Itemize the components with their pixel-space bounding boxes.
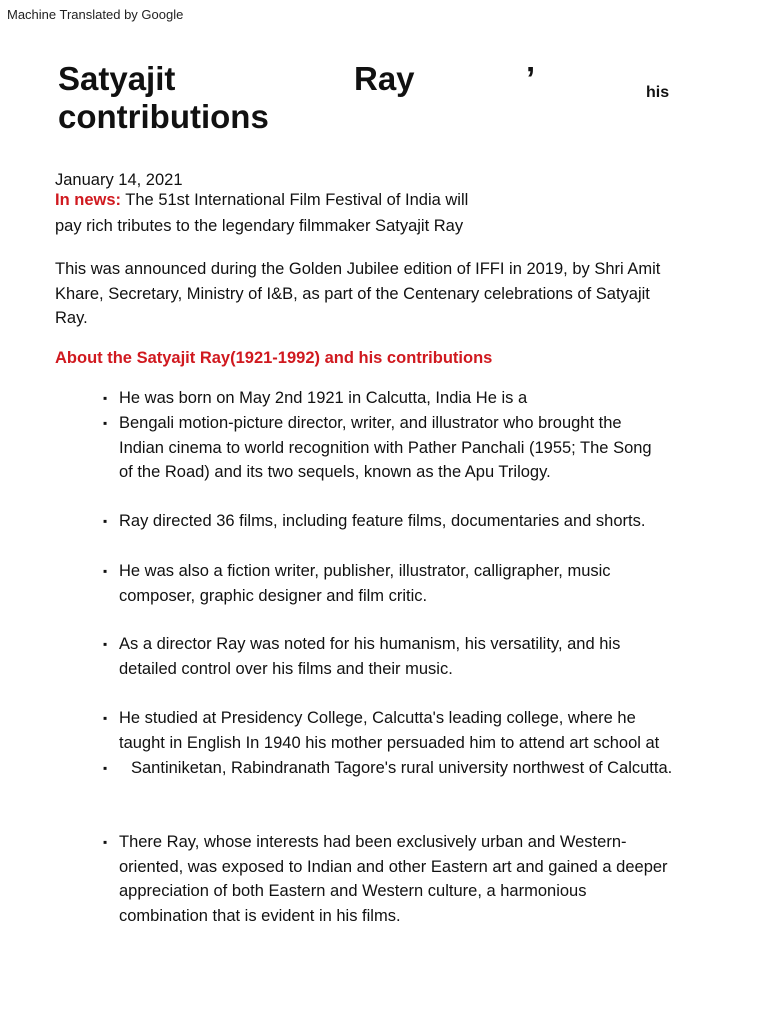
bullet-text-line: combination that is evident in his films. — [119, 906, 401, 925]
bullet-text-line: Santiniketan, Rabindranath Tagore's rural university northwest of Calcutta. — [131, 759, 673, 777]
title-word: his — [646, 84, 670, 101]
bullet-text-line: appreciation of both Eastern and Western culture, a harmonious — [119, 882, 587, 900]
intro-paragraph — [55, 257, 660, 331]
page-title-line2: contributions — [58, 98, 269, 135]
paragraph-line: This was announced during the Golden Jubilee edition of IFFI in 2019, by Shri Amit — [55, 260, 661, 278]
in-news-line — [55, 188, 468, 213]
bullet-text-line: He studied at Presidency College, Calcutta's leading college, where he — [119, 709, 636, 727]
bullet-text-line: As a director Ray was noted for his humanism, his versatility, and his — [119, 635, 621, 653]
title-word: Ray — [354, 60, 415, 97]
bullet-text-line: of the Road) and its two sequels, known as the Apu Trilogy. — [119, 463, 551, 481]
bullet-marker: ▪ — [103, 514, 108, 528]
title-word: ’ — [526, 60, 536, 97]
in-news-label: In news: — [55, 191, 122, 209]
bullet-marker: ▪ — [103, 564, 108, 578]
bullet-text-line: taught in English In 1940 his mother persuaded him to attend art school at — [119, 733, 660, 752]
bullet-text-line: He was also a fiction writer, publisher, illustrator, calligrapher, music — [119, 562, 611, 580]
bullet-text-line: Ray directed 36 films, including feature films, documentaries and shorts. — [119, 512, 646, 530]
section-heading: About the Satyajit Ray(1921-1992) and his contributions — [55, 349, 493, 367]
title-word: Satyajit — [58, 60, 176, 97]
article-date: January 14, 2021 — [55, 171, 183, 189]
in-news-line-2: pay rich tributes to the legendary filmmaker Satyajit Ray — [55, 217, 464, 235]
bullet-text-line: Indian cinema to world recognition with Pather Panchali (1955; The Song — [119, 438, 652, 457]
bullet-text-line: composer, graphic designer and film critic. — [119, 586, 428, 605]
bullet-marker: ▪ — [103, 637, 108, 651]
bullet-text-line: There Ray, whose interests had been exclusively urban and Western- — [119, 833, 627, 851]
in-news-text: The 51st International Film Festival of India will — [121, 191, 469, 209]
bullet-marker: ▪ — [103, 711, 108, 725]
machine-translation-banner: Machine Translated by Google — [7, 7, 184, 22]
bullet-text-line: oriented, was exposed to Indian and other Eastern art and gained a deeper — [119, 857, 668, 876]
bullet-text-line: detailed control over his films and their music. — [119, 659, 453, 678]
bullet-marker: ▪ — [103, 835, 108, 849]
bullet-marker: ▪ — [103, 391, 108, 405]
bullet-text-line: Bengali motion-picture director, writer, and illustrator who brought the — [119, 414, 622, 432]
bullet-marker: ▪ — [103, 761, 108, 775]
bullet-marker: ▪ — [103, 416, 108, 430]
paragraph-line: Khare, Secretary, Ministry of I&B, as part of the Centenary celebrations of Satyajit — [55, 284, 650, 303]
paragraph-line: Ray. — [55, 309, 88, 327]
bullet-text-line: He was born on May 2nd 1921 in Calcutta, India He is a — [119, 389, 528, 407]
